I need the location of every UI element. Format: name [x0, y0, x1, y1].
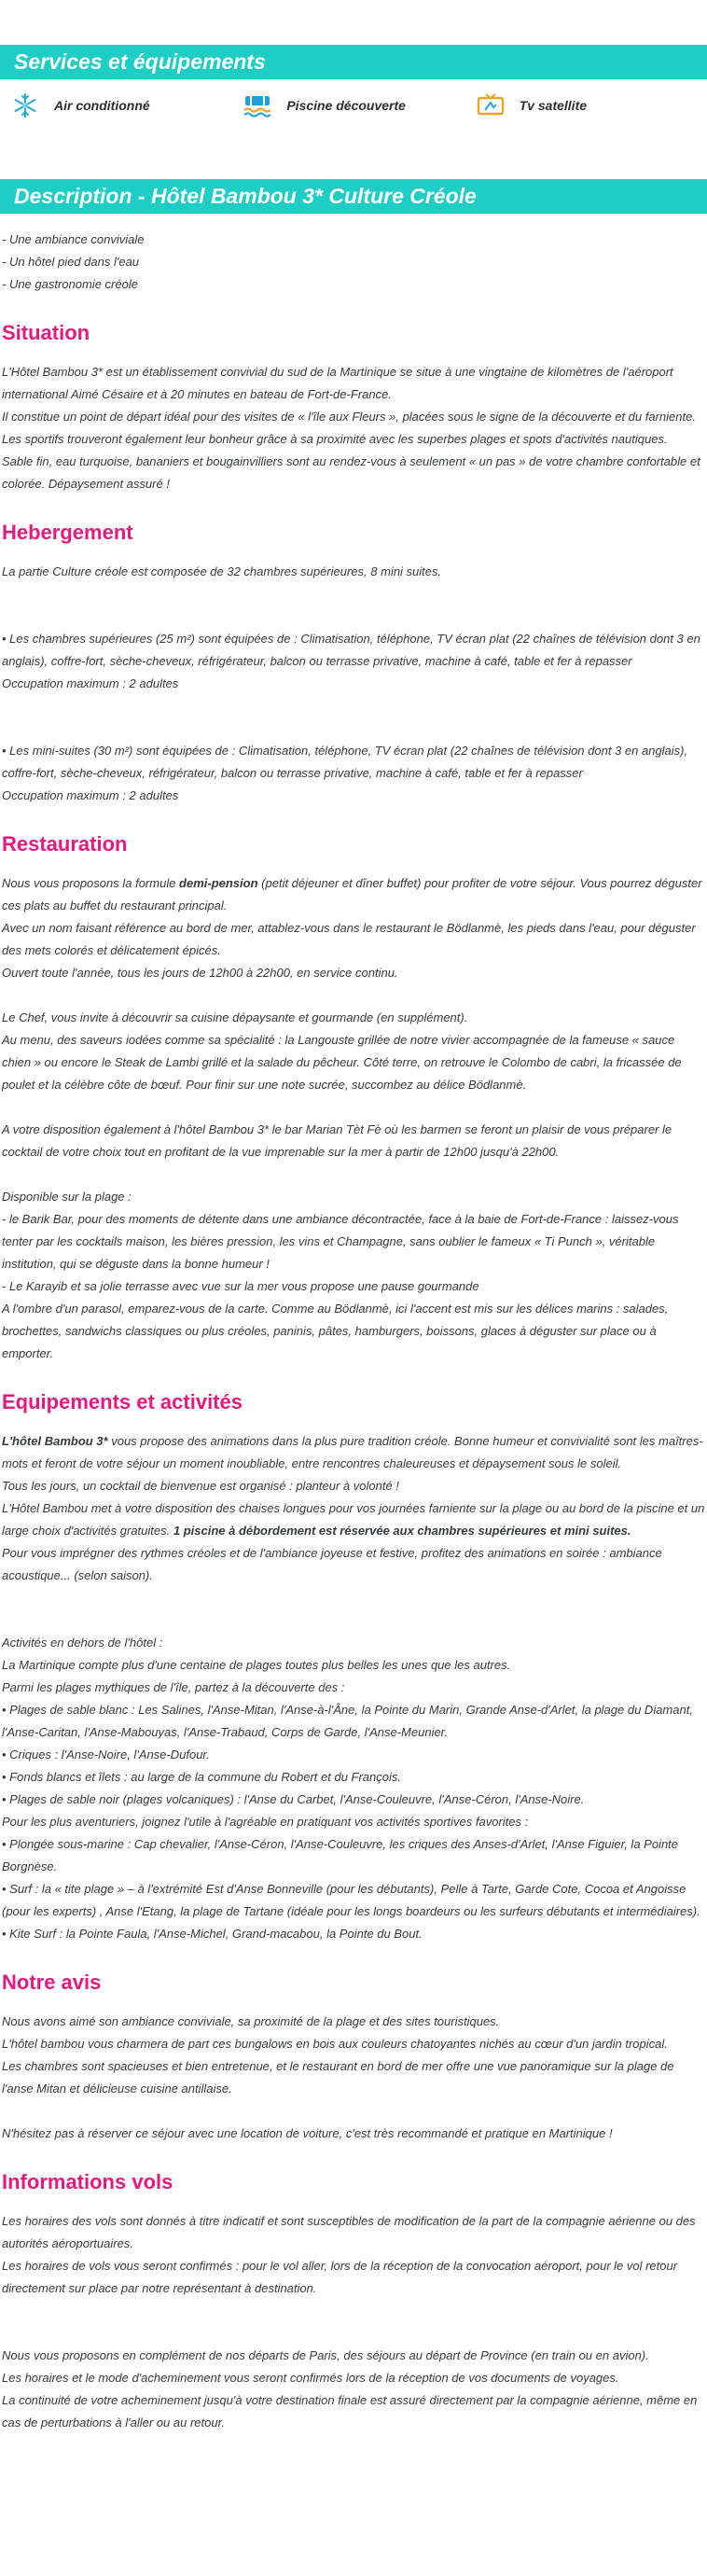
activities-paragraph: • Kite Surf : la Pointe Faula, l'Anse-Michel, Grand-macabou, la Pointe du Bout.: [2, 1927, 423, 1941]
service-label: Piscine découverte: [286, 98, 406, 113]
avis-paragraph: L'hôtel bambou vous charmera de part ces bungalows en bois aux couleurs chatoyantes nichés au cœur d'un jardin tropical.: [2, 2037, 668, 2051]
avis-paragraph: Les chambres sont spacieuses et bien entretenue, et le restaurant en bord de mer offre une vue panoramique sur la plage de l'anse Mitan et délicieuse cuisine antillaise.: [2, 2059, 674, 2096]
rooms-superior-occupancy: Occupation maximum : 2 adultes: [2, 676, 179, 690]
restauration-paragraph: Le Chef, vous invite à découvrir sa cuisine dépaysante et gourmande (en supplément).: [2, 1010, 468, 1024]
activities-paragraph: Pour les plus aventuriers, joignez l'utile à l'agréable en pratiquant vos activités sportives favorites :: [2, 1815, 529, 1829]
section-title-restauration: Restauration: [2, 832, 128, 856]
restauration-paragraph: A l'ombre d'un parasol, emparez-vous de la carte. Comme au Bödlanmè, ici l'accent est mis sur les délices marins : salades, brochettes, sandwichs classiques ou plus créoles, paninis, pâtes, hamburgers, boissons, glaces à déguster sur place ou à emporter.: [2, 1302, 669, 1360]
snowflake-icon: [9, 91, 41, 119]
section-title-hebergement: Hebergement: [2, 521, 133, 544]
equipements-paragraph: L'hôtel Bambou 3* vous propose des animations dans la plus pure tradition créole. Bonne humeur et convivialité sont les maîtres-mots et feront de votre séjour un moment inoubliable, entre rencontres chaleureuses et dépaysement sous le soleil.: [2, 1434, 703, 1470]
service-label: Tv satellite: [519, 98, 588, 113]
situation-paragraph: L'Hôtel Bambou 3* est un établissement convivial du sud de la Martinique se situe à une vingtaine de kilomètres de l'aéroport international Aimé Césaire et à 20 minutes en bateau de Fort-de-France.: [2, 365, 673, 401]
service-air-conditioning: [9, 91, 242, 119]
pool-note: 1 piscine à débordement est réservée aux chambres supérieures et mini suites.: [173, 1524, 631, 1538]
service-pool: [242, 91, 474, 119]
restauration-paragraph: Disponible sur la plage :: [2, 1190, 132, 1204]
situation-paragraph: Il constitue un point de départ idéal pour des visites de « l'île aux Fleurs », placées sous le signe de la découverte et du farniente. Les sportifs trouveront également leur bonheur grâce à sa proximité avec les superbes plages et spots d'activités nautiques.: [2, 410, 696, 446]
service-label: Air conditionné: [54, 98, 150, 113]
highlight-item: - Une gastronomie créole: [2, 277, 138, 291]
services-banner: Services et équipements: [0, 45, 707, 79]
restauration-paragraph: A votre disposition également à l'hôtel Bambou 3* le bar Marian Tèt Fè où les barmen se feront un plaisir de vous préparer le cocktail de votre choix tout en profitant de la vue imprenable sur la mer à partir de 12h00 jusqu'à 22h00.: [2, 1122, 672, 1159]
rooms-mini-suites-occupancy: Occupation maximum : 2 adultes: [2, 788, 179, 802]
activities-paragraph: • Fonds blancs et îlets : au large de la commune du Robert et du François.: [2, 1770, 401, 1784]
restauration-paragraph: Avec un nom faisant référence au bord de mer, attablez-vous dans le restaurant le Bödlanmè, les pieds dans l'eau, pour déguster des mets colorés et délicatement épicés.: [2, 921, 696, 957]
activities-paragraph: • Plongée sous-marine : Cap chevalier, l'Anse-Céron, l'Anse-Couleuvre, les criques des Anses-d'Arlet, l'Anse Figuier, la Pointe Borgnèse.: [2, 1837, 679, 1873]
activities-paragraph: Activités en dehors de l'hôtel :: [2, 1636, 163, 1650]
vols-paragraph: Les horaires des vols sont donnés à titre indicatif et sont susceptibles de modification de la part de la compagnie aérienne ou des autorités aéroportuaires.: [2, 2214, 696, 2250]
situation-paragraph: Sable fin, eau turquoise, bananiers et bougainvilliers sont au rendez-vous à seulement « un pas » de votre chambre confortable et colorée. Dépaysement assuré !: [2, 454, 700, 491]
activities-paragraph: • Plages de sable blanc : Les Salines, l'Anse-Mitan, l'Anse-à-l'Âne, la Pointe du Marin, Grande Anse-d'Arlet, la plage du Diamant, l'Anse-Caritan, l'Anse-Mabouyas, l'Anse-Trabaud, Corps de Garde, l'Anse-Meunier.: [2, 1703, 693, 1739]
highlight-item: - Un hôtel pied dans l'eau: [2, 255, 140, 269]
restauration-paragraph: Ouvert toute l'année, tous les jours de 12h00 à 22h00, en service continu.: [2, 966, 398, 980]
restauration-paragraph: - Le Karayib et sa jolie terrasse avec vue sur la mer vous propose une pause gourmande: [2, 1279, 479, 1293]
rooms-mini-suites: • Les mini-suites (30 m²) sont équipées de : Climatisation, téléphone, TV écran plat (22 chaînes de télévision dont 3 en anglais), coffre-fort, sèche-cheveux, réfrigérateur, balcon ou terrasse privative, machine à café, table et fer à repasser: [2, 744, 688, 780]
half-board-label: demi-pension: [179, 876, 258, 890]
description-content: [0, 229, 707, 2434]
section-title-vols: Informations vols: [2, 2170, 173, 2193]
description-banner: Description - Hôtel Bambou 3* Culture Créole: [0, 179, 707, 214]
hebergement-intro: La partie Culture créole est composée de 32 chambres supérieures, 8 mini suites.: [2, 564, 442, 578]
highlight-item: - Une ambiance conviviale: [2, 232, 145, 246]
vols-paragraph: Les horaires et le mode d'acheminement vous seront confirmés lors de la réception de vos documents de voyages.: [2, 2371, 619, 2385]
equipements-paragraph: Pour vous imprégner des rythmes créoles et de l'ambiance joyeuse et festive, profitez des animations en soirée : ambiance acoustique... (selon saison).: [2, 1546, 662, 1582]
activities-paragraph: • Surf : la « tite plage » – à l'extrémité Est d'Anse Bonneville (pour les débutants), Pelle à Tarte, Garde Cote, Cocoa et Angoisse (pour les experts) , Anse l'Etang, la plage de Tartane (idéale pour les longs boardeurs ou les surfeurs débutants et intermédiaires).: [2, 1882, 700, 1918]
restauration-paragraph: Au menu, des saveurs iodées comme sa spécialité : la Langouste grillée de notre vivier accompagnée de la fameuse « sauce chien » ou encore le Steak de Lambi grillé et la salade du pêcheur. Côté terre, on retrouve le Colombo de cabri, la fricassée de poulet et la célèbre côte de bœuf. Pour finir sur une note sucrée, succombez au délice Bödlanmè.: [2, 1033, 682, 1092]
service-satellite-tv: [475, 91, 707, 119]
activities-paragraph: Parmi les plages mythiques de l'île, partez à la découverte des :: [2, 1680, 345, 1694]
section-title-avis: Notre avis: [2, 1970, 102, 1994]
vols-paragraph: Les horaires de vols vous seront confirmés : pour le vol aller, lors de la réception de la convocation aéroport, pour le vol retour directement sur place par notre représentant à destination.: [2, 2259, 678, 2295]
restauration-paragraph: Nous vous proposons la formule demi-pension (petit déjeuner et dîner buffet) pour profiter de votre séjour. Vous pourrez déguster ces plats au buffet du restaurant principal.: [2, 876, 702, 912]
avis-paragraph: Nous avons aimé son ambiance conviviale, sa proximité de la plage et des sites touristiques.: [2, 2014, 500, 2028]
restauration-paragraph: - le Barik Bar, pour des moments de détente dans une ambiance décontractée, face à la baie de Fort-de-France : laissez-vous tenter par les cocktails maison, les bières pression, les vins et Champagne, sans oublier le fameux « Ti Punch », véritable institution, qui se déguste dans la bonne humeur !: [2, 1212, 679, 1271]
section-title-situation: Situation: [2, 321, 90, 344]
activities-paragraph: La Martinique compte plus d'une centaine de plages toutes plus belles les unes que les autres.: [2, 1658, 511, 1672]
highlights-list: [2, 229, 705, 296]
pool-icon: [242, 91, 273, 119]
vols-paragraph: Nous vous proposons en complément de nos départs de Paris, des séjours au départ de Province (en train ou en avion).: [2, 2348, 649, 2362]
section-title-equipements: Equipements et activités: [2, 1390, 243, 1413]
avis-paragraph: N'hésitez pas à réserver ce séjour avec une location de voiture, c'est très recommandé et pratique en Martinique !: [2, 2126, 613, 2140]
equipements-paragraph: L'Hôtel Bambou met à votre disposition des chaises longues pour vos journées farniente sur la plage ou au bord de la piscine et un large choix d'activités gratuites. 1 piscine à débordement est réservée aux chambres supérieures et mini suites.: [2, 1501, 705, 1538]
activities-paragraph: • Criques : l'Anse-Noire, l'Anse-Dufour.: [2, 1748, 210, 1761]
vols-paragraph: La continuité de votre acheminement jusqu'à votre destination finale est assuré directement par la compagnie aérienne, même en cas de perturbations à l'aller ou au retour.: [2, 2393, 698, 2430]
rooms-superior: • Les chambres supérieures (25 m²) sont équipées de : Climatisation, téléphone, TV écran plat (22 chaînes de télévision dont 3 en anglais), coffre-fort, sèche-cheveux, réfrigérateur, balcon ou terrasse privative, machine à café, table et fer à repasser: [2, 632, 700, 668]
activities-paragraph: • Plages de sable noir (plages volcaniques) : l'Anse du Carbet, l'Anse-Couleuvre, l'Anse-Céron, l'Anse-Noire.: [2, 1792, 585, 1806]
hotel-name: L'hôtel Bambou 3*: [2, 1434, 108, 1448]
services-list: [0, 79, 707, 132]
satellite-tv-icon: [475, 91, 506, 119]
equipements-paragraph: Tous les jours, un cocktail de bienvenue est organisé : planteur à volonté !: [2, 1479, 399, 1493]
